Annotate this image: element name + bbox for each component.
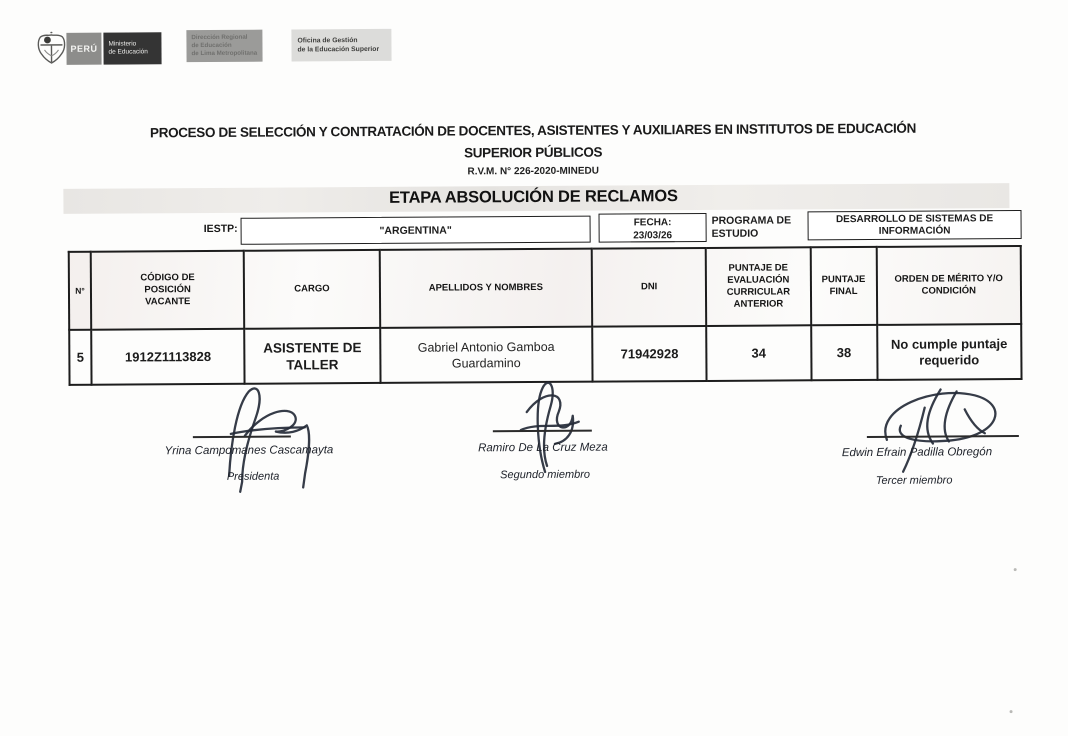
regional-direction-label: Dirección Regional de Educación de Lima Metropolitana xyxy=(191,33,258,58)
col-header-puntaje-curricular: PUNTAJE DE EVALUACIÓN CURRICULAR ANTERIOR xyxy=(706,247,811,326)
col-header-cargo: CARGO xyxy=(244,250,380,329)
peru-badge xyxy=(66,33,101,65)
programa-value-box xyxy=(807,210,1021,240)
signatory-role: Presidenta xyxy=(226,470,280,483)
peru-badge-label: PERÚ xyxy=(70,43,98,54)
signatory-role: Segundo miembro xyxy=(500,468,591,482)
document-title-line1: PROCESO DE SELECCIÓN Y CONTRATACIÓN DE DOCENTES, ASISTENTES Y AUXILIARES EN INSTITUTOS DE EDUCACIÓN xyxy=(149,120,917,141)
signatory-name: Yrina Campomanes Cascamayta xyxy=(164,444,334,458)
col-header-dni: DNI xyxy=(592,248,707,327)
higher-education-office-label: Oficina de Gestión de la Educación Superior xyxy=(297,37,380,54)
cell-puntaje-curricular: 34 xyxy=(706,325,811,381)
col-header-puntaje-final: PUNTAJE FINAL xyxy=(810,247,877,325)
cell-puntaje-final: 38 xyxy=(811,325,877,380)
iestp-value: "ARGENTINA" xyxy=(379,224,452,237)
col-header-codigo: CÓDIGO DE POSICIÓN VACANTE xyxy=(91,251,245,330)
programa-value: DESARROLLO DE SISTEMAS DE INFORMACIÓN xyxy=(835,212,994,237)
col-header-numero: N° xyxy=(69,252,92,330)
fecha-label: FECHA: xyxy=(633,217,672,229)
signature-ink xyxy=(853,379,1024,484)
table-header-row xyxy=(69,246,1021,330)
rvm-number: R.V.M. N° 226-2020-MINEDU xyxy=(467,165,600,178)
signatory-role: Tercer miembro xyxy=(875,474,953,487)
cell-cargo: ASISTENTE DE TALLER xyxy=(245,328,381,384)
ministry-badge xyxy=(103,32,161,64)
cell-apellidos-nombres: Gabriel Antonio Gamboa Guardamino xyxy=(380,327,593,383)
results-table xyxy=(68,245,1023,386)
scan-speck xyxy=(1014,568,1017,571)
ministry-badge-label: Ministerio de Educación xyxy=(108,40,148,56)
higher-education-office-badge xyxy=(291,29,391,62)
scan-speck xyxy=(1010,710,1013,713)
col-header-orden-merito: ORDEN DE MÉRITO Y/O CONDICIÓN xyxy=(876,246,1021,325)
stage-title: ETAPA ABSOLUCIÓN DE RECLAMOS xyxy=(389,187,678,207)
document-title xyxy=(53,117,1013,167)
cell-dni: 71942928 xyxy=(592,326,707,382)
regional-direction-badge xyxy=(186,30,262,62)
iestp-label: IESTP: xyxy=(203,222,238,236)
iestp-value-box xyxy=(241,216,591,245)
programa-label: PROGRAMA DE ESTUDIO xyxy=(711,214,792,240)
fecha-box xyxy=(599,213,707,243)
fecha-value: 23/03/26 xyxy=(630,230,675,242)
signature-ink xyxy=(492,376,603,477)
signatory-name: Edwin Efrain Padilla Obregón xyxy=(841,446,993,460)
peru-coat-of-arms-icon xyxy=(36,31,66,65)
cell-numero: 5 xyxy=(69,330,91,385)
cell-codigo-posicion: 1912Z1113828 xyxy=(91,329,245,385)
signatory-name: Ramiro De La Cruz Meza xyxy=(478,441,608,455)
document-title-line2: SUPERIOR PÚBLICOS xyxy=(464,144,603,161)
col-header-apellidos: APELLIDOS Y NOMBRES xyxy=(379,249,592,328)
cell-condicion: No cumple puntaje requerido xyxy=(877,324,1022,380)
